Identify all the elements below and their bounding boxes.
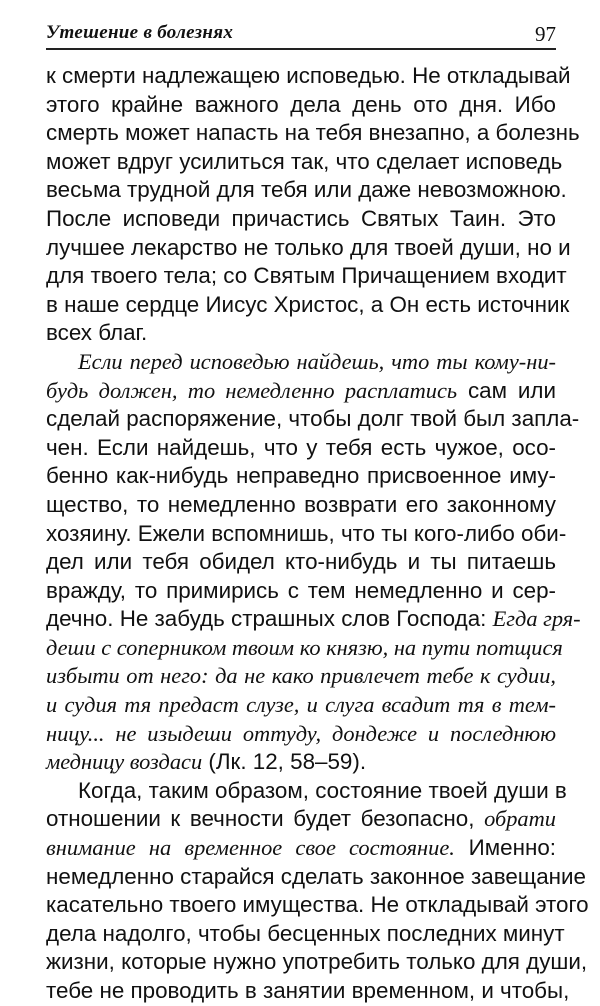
text-line (46, 520, 567, 549)
text-line (46, 405, 580, 434)
italic-run: обрати (484, 806, 556, 832)
text-line (46, 548, 556, 577)
italic-run: Егда гря- (492, 606, 581, 632)
italic-run: Если перед исповедью найдешь, что ты кому-ни- (78, 348, 556, 374)
text-run: для твоего тела; со Святым Причащением входит (46, 263, 567, 289)
text-line (46, 834, 556, 863)
text-line (46, 462, 556, 491)
italic-run: и судия тя предаст слузе, и слуга всадит тя в тем- (46, 692, 556, 718)
running-title: Утешение в болезнях (46, 22, 234, 43)
text-line (46, 948, 588, 977)
text-run: бенно как-нибудь неправедно присвоенное иму- (46, 463, 556, 489)
text-run: жизни, которые нужно употребить только для души, (46, 949, 588, 975)
text-run: хозяину. Ежели вспомнишь, что ты кого-либо оби- (46, 520, 567, 546)
text-run: может вдруг усилиться так, что сделает исповедь (46, 148, 563, 174)
text-run: этого крайне важного дела день ото дня. Ибо (46, 91, 556, 117)
text-run: После исповеди причастись Святых Таин. Это (46, 205, 556, 231)
text-run: касательно твоего имущества. Не откладывай этого (46, 892, 589, 918)
running-header (46, 22, 556, 48)
text-run: тебе не проводить в занятии временном, и чтобы, (46, 978, 570, 1003)
text-line (46, 491, 556, 520)
text-line (46, 977, 570, 1006)
text-run: в наше сердце Иисус Христос, а Он есть источник (46, 291, 570, 317)
text-line (46, 634, 563, 663)
italic-run: деши с соперником твоим ко князю, на пути потщися (46, 634, 563, 660)
text-line (46, 205, 556, 234)
text-line (46, 805, 556, 834)
text-line (46, 777, 567, 806)
text-line (46, 176, 567, 205)
text-run: Именно: (454, 835, 556, 861)
text-line (46, 720, 556, 749)
text-line (46, 605, 581, 634)
text-run: немедленно старайся сделать законное завещание (46, 863, 586, 889)
text-run: сделай распоряжение, чтобы долг твой был запла- (46, 406, 580, 432)
text-line (46, 234, 571, 263)
text-run: лучшее лекарство не только для твоей души, но и (46, 234, 571, 260)
text-line (46, 119, 580, 148)
italic-run: избыти от него: да не како привлечет тебе к судии, (46, 663, 556, 689)
text-run: дела надолго, чтобы бесценных последних минут (46, 920, 565, 946)
text-line (46, 148, 563, 177)
italic-run: медницу воздаси (46, 749, 203, 775)
text-line (46, 920, 565, 949)
text-line (46, 691, 556, 720)
text-run: сам или (457, 377, 556, 403)
text-run: отношении к вечности будет безопасно, (46, 806, 485, 832)
text-run: смерть может напасть на тебя внезапно, а болезнь (46, 120, 580, 146)
text-run: весьма трудной для тебя или даже невозможною. (46, 177, 567, 203)
text-line (46, 91, 556, 120)
text-line (46, 62, 571, 91)
text-run: к смерти надлежащею исповедью. Не откладывай (46, 63, 571, 88)
text-line (46, 319, 556, 348)
italic-run: будь должен, то немедленно расплатись (46, 377, 458, 403)
text-line (46, 662, 556, 691)
text-line (46, 434, 556, 463)
text-run: чен. Если найдешь, что у тебя есть чужое, осо- (46, 434, 556, 460)
text-line (46, 291, 570, 320)
italic-run: ницу... не изыдеши оттуду, дондеже и последнюю (46, 720, 556, 746)
header-rule (46, 48, 556, 50)
text-line (46, 348, 556, 377)
text-run: (Лк. 12, 58–59). (202, 749, 367, 775)
italic-run: внимание на временное свое состояние. (46, 835, 455, 861)
text-run: дел или тебя обидел кто-нибудь и ты питаешь (46, 549, 556, 575)
body-text (46, 62, 589, 1006)
text-line (46, 262, 567, 291)
text-line (46, 891, 589, 920)
page-number: 97 (535, 22, 556, 46)
text-run: вражду, то примирись с тем немедленно и сер- (46, 577, 556, 603)
text-line (46, 377, 556, 406)
text-run: дечно. Не забудь страшных слов Господа: (46, 606, 493, 632)
text-line (46, 748, 556, 777)
text-run: всех благ. (46, 320, 148, 346)
text-run: Когда, таким образом, состояние твоей души в (78, 777, 567, 803)
text-line (46, 863, 586, 892)
text-line (46, 577, 556, 606)
text-run: щество, то немедленно возврати его законному (46, 491, 556, 517)
